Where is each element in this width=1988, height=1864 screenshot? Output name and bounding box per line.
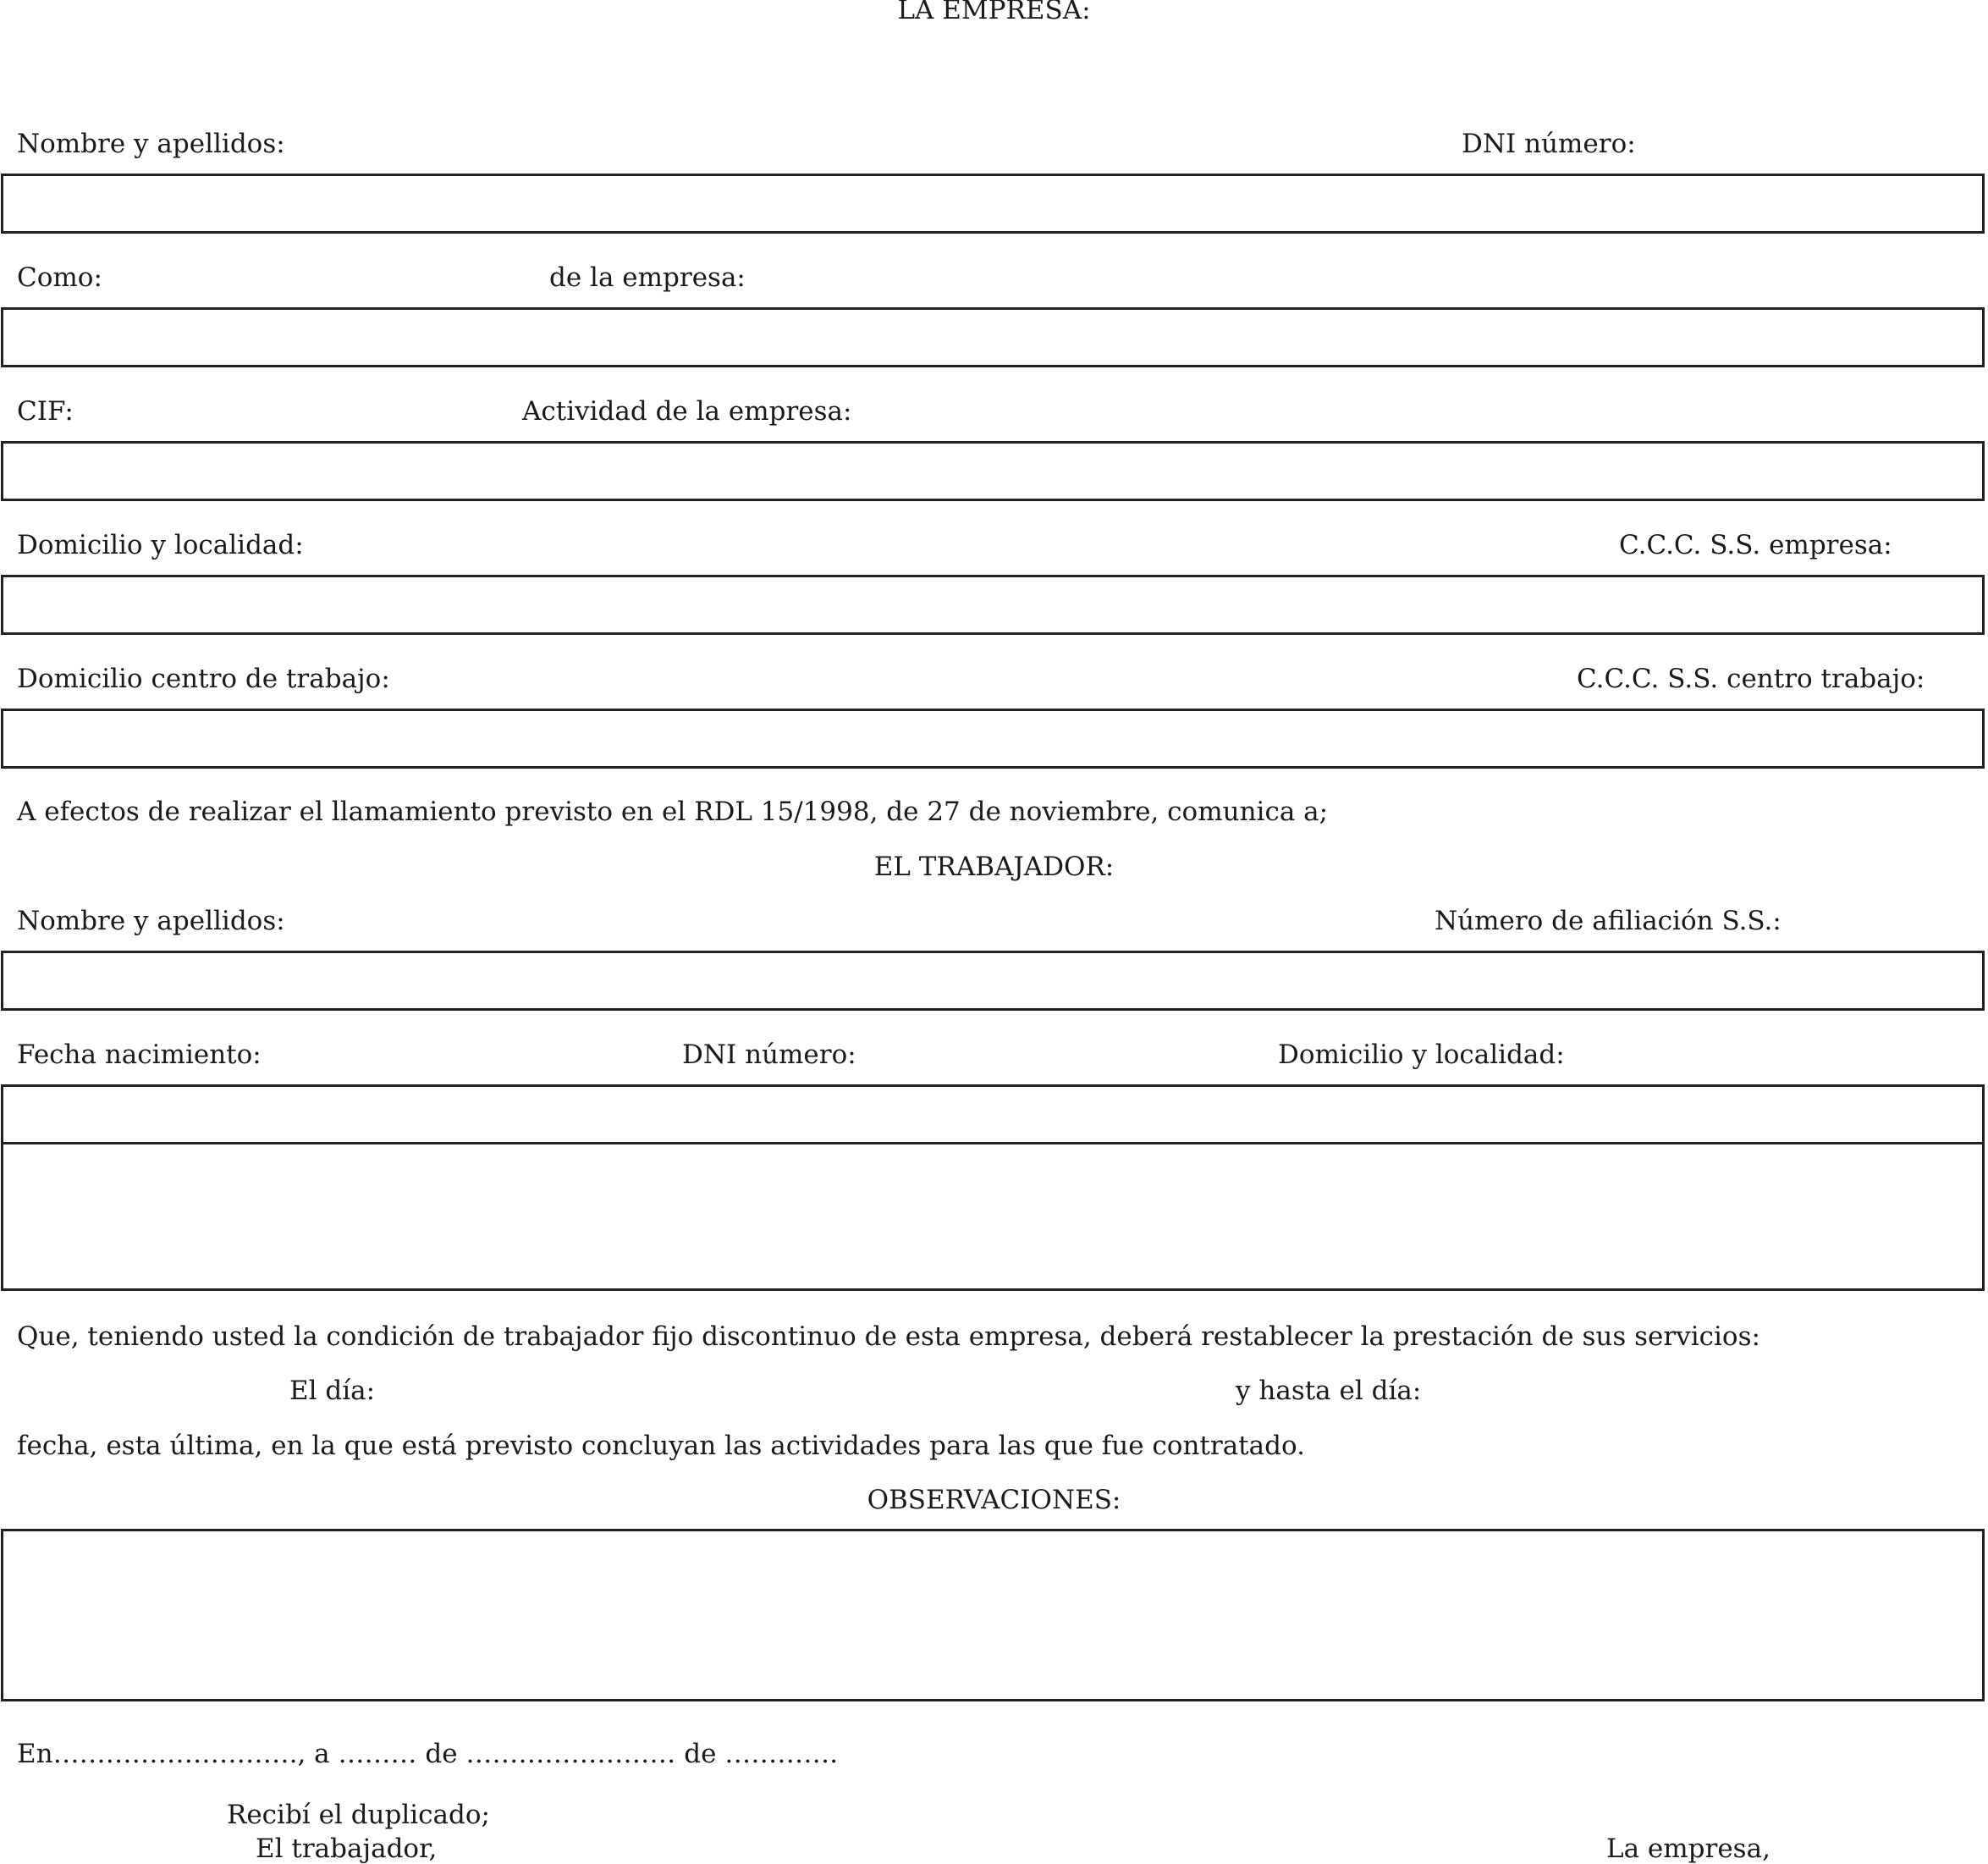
comunicado-text: A efectos de realizar el llamamiento previsto en el RDL 15/1998, de 27 de noviembre, comunica a; bbox=[17, 797, 1329, 827]
empresa-como-field[interactable] bbox=[1, 307, 1985, 367]
firma-empresa-label: La empresa, bbox=[1606, 1834, 1770, 1864]
observaciones-heading: OBSERVACIONES: bbox=[867, 1485, 1121, 1515]
trabajador-nombre-field[interactable] bbox=[1, 951, 1985, 1011]
empresa-domicilio-centro-label: Domicilio centro de trabajo: bbox=[17, 664, 390, 694]
condicion-text: Que, teniendo usted la condición de trabajador fijo discontinuo de esta empresa, deberá restablecer la prestación de sus servicios: bbox=[17, 1321, 1760, 1352]
empresa-heading: LA EMPRESA: bbox=[897, 0, 1091, 25]
empresa-nombre-dni-field[interactable] bbox=[1, 174, 1985, 234]
empresa-actividad-label: Actividad de la empresa: bbox=[522, 396, 852, 427]
observaciones-field[interactable] bbox=[1, 1529, 1985, 1701]
trabajador-afiliacion-label: Número de afiliación S.S.: bbox=[1435, 906, 1781, 936]
empresa-nombre-label: Nombre y apellidos: bbox=[17, 129, 285, 159]
trabajador-heading: EL TRABAJADOR: bbox=[873, 852, 1115, 882]
trabajador-dni-label: DNI número: bbox=[682, 1040, 856, 1070]
trabajador-datos-field[interactable] bbox=[1, 1084, 1985, 1144]
hasta-dia-label: y hasta el día: bbox=[1236, 1376, 1422, 1406]
trabajador-domicilio-field[interactable] bbox=[1, 1142, 1985, 1291]
trabajador-fecha-nacimiento-label: Fecha nacimiento: bbox=[17, 1040, 262, 1070]
empresa-dni-label: DNI número: bbox=[1462, 129, 1636, 159]
lugar-fecha-line: En………………………., a ……… de …………………… de …………. bbox=[17, 1739, 839, 1769]
trabajador-nombre-label: Nombre y apellidos: bbox=[17, 906, 285, 936]
empresa-ccc-empresa-label: C.C.C. S.S. empresa: bbox=[1619, 530, 1892, 560]
firma-trabajador-label: El trabajador, bbox=[256, 1834, 438, 1864]
el-dia-label: El día: bbox=[289, 1376, 376, 1406]
empresa-domicilio-centro-field[interactable] bbox=[1, 709, 1985, 769]
empresa-ccc-centro-label: C.C.C. S.S. centro trabajo: bbox=[1577, 664, 1925, 694]
empresa-cif-actividad-field[interactable] bbox=[1, 441, 1985, 501]
empresa-como-label: Como: bbox=[17, 262, 102, 293]
fecha-nota-text: fecha, esta última, en la que está previsto concluyan las actividades para las que fue contratado. bbox=[17, 1431, 1305, 1461]
empresa-domicilio-field[interactable] bbox=[1, 575, 1985, 635]
trabajador-domicilio-label: Domicilio y localidad: bbox=[1278, 1040, 1565, 1070]
empresa-domicilio-label: Domicilio y localidad: bbox=[17, 530, 304, 560]
recibi-duplicado-text: Recibí el duplicado; bbox=[227, 1800, 490, 1830]
empresa-de-la-empresa-label: de la empresa: bbox=[549, 262, 746, 293]
empresa-cif-label: CIF: bbox=[17, 396, 74, 427]
